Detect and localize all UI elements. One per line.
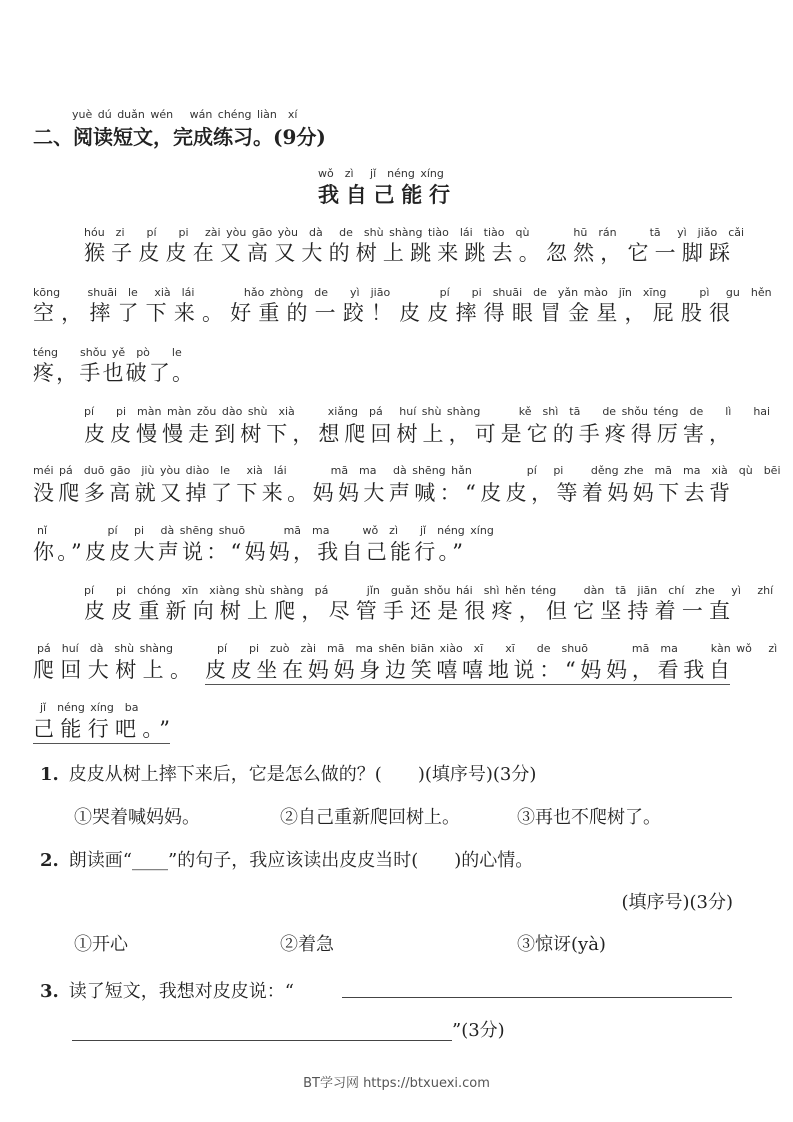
text-line-5: 没爬多高就又掉了下来。妈妈大声喊：“皮皮，等着妈妈下去背 — [33, 481, 730, 505]
q2-note: (填序号)(3分) — [621, 892, 733, 913]
question-number: 2. — [40, 850, 59, 871]
pinyin-line-2: kōng shuāi le xià lái hǎo zhòng de yì jiāo pí pi shuāi de yǎn mào jīn xīng pì gu hěn — [33, 286, 772, 299]
pinyin-line-9: jǐ néng xíng ba — [40, 701, 139, 714]
question-number: 3. — [40, 981, 59, 1002]
text-line-6: 你。”皮皮大声说：“妈妈，我自己能行。” — [33, 540, 463, 564]
pinyin-line-7: pí pi chóng xīn xiàng shù shàng pá jǐn guǎn shǒu hái shì hěn téng dàn tā jiān chí zhe yì zhí — [84, 584, 774, 597]
q2-option-2: ②着急 — [280, 934, 334, 955]
underlined-sentence-part-2: 己能行吧。” — [33, 715, 170, 744]
section-heading: 二、阅读短文，完成练习。(9分) — [33, 125, 326, 149]
passage-title: 我自己能行 — [318, 182, 450, 207]
section-pinyin: yuè dú duǎn wén wán chéng liàn xí — [72, 108, 298, 121]
pinyin-line-6: nǐ pí pi dà shēng shuō mā ma wǒ zì jǐ néng xíng — [37, 524, 494, 537]
question-1 — [40, 760, 536, 786]
text-line-7: 皮皮重新向树上爬，尽管手还是很疼，但它坚持着一直 — [84, 599, 730, 623]
text-line-2: 空，摔了下来。好重的一跤！皮皮摔得眼冒金星，屁股很 — [33, 301, 730, 325]
q1-option-3: ③再也不爬树了。 — [517, 807, 661, 828]
question-3 — [40, 977, 294, 1003]
pinyin-line-4: pí pi màn màn zǒu dào shù xià xiǎng pá huí shù shàng kě shì tā de shǒu téng de lì hai — [84, 405, 771, 418]
question-text: 读了短文，我想对皮皮说：“ — [68, 981, 294, 1002]
text-line-4: 皮皮慢慢走到树下，想爬回树上，可是它的手疼得厉害， — [84, 422, 730, 446]
text-line-1: 猴子皮皮在又高又大的树上跳来跳去。忽然，它一脚踩 — [84, 241, 730, 265]
title-pinyin: wǒ zì jǐ néng xíng — [318, 167, 444, 180]
q1-option-1: ①哭着喊妈妈。 — [74, 807, 200, 828]
pinyin-line-8: pá huí dà shù shàng pí pi zuò zài mā ma shēn biān xiào xī xī de shuō mā ma kàn wǒ zì — [37, 642, 778, 655]
pinyin-line-3: téng shǒu yě pò le — [33, 346, 182, 359]
pinyin-line-5: méi pá duō gāo jiù yòu diào le xià lái mā ma dà shēng hǎn pí pi děng zhe mā ma xià qù bēi — [33, 464, 781, 477]
q1-option-2: ②自己重新爬回树上。 — [280, 807, 460, 828]
q2-option-3: ③惊讶(yà) — [517, 934, 606, 955]
question-2 — [40, 846, 533, 872]
q3-end: ”(3分) — [452, 1020, 505, 1041]
pinyin-line-1: hóu zi pí pi zài yòu gāo yòu dà de shù shàng tiào lái tiào qù hū rán tā yì jiǎo cǎi — [84, 226, 745, 239]
q2-option-1: ①开心 — [74, 934, 128, 955]
text-line-3: 疼，手也破了。 — [33, 361, 193, 385]
text-line-8a: 爬回大树上。 — [33, 658, 191, 682]
answer-line-1[interactable] — [342, 997, 732, 998]
question-text: 皮皮从树上摔下来后，它是怎么做的？( )(填序号)(3分) — [68, 764, 537, 785]
question-number: 1. — [40, 764, 59, 785]
underlined-sentence-part-1: 皮皮坐在妈妈身边笑嘻嘻地说：“妈妈，看我自 — [205, 656, 730, 685]
answer-line-2[interactable] — [72, 1040, 452, 1041]
footer-watermark: BT学习网 https://btxuexi.com — [303, 1076, 490, 1091]
question-text: 朗读画“____”的句子，我应该读出皮皮当时( )的心情。 — [68, 850, 534, 871]
